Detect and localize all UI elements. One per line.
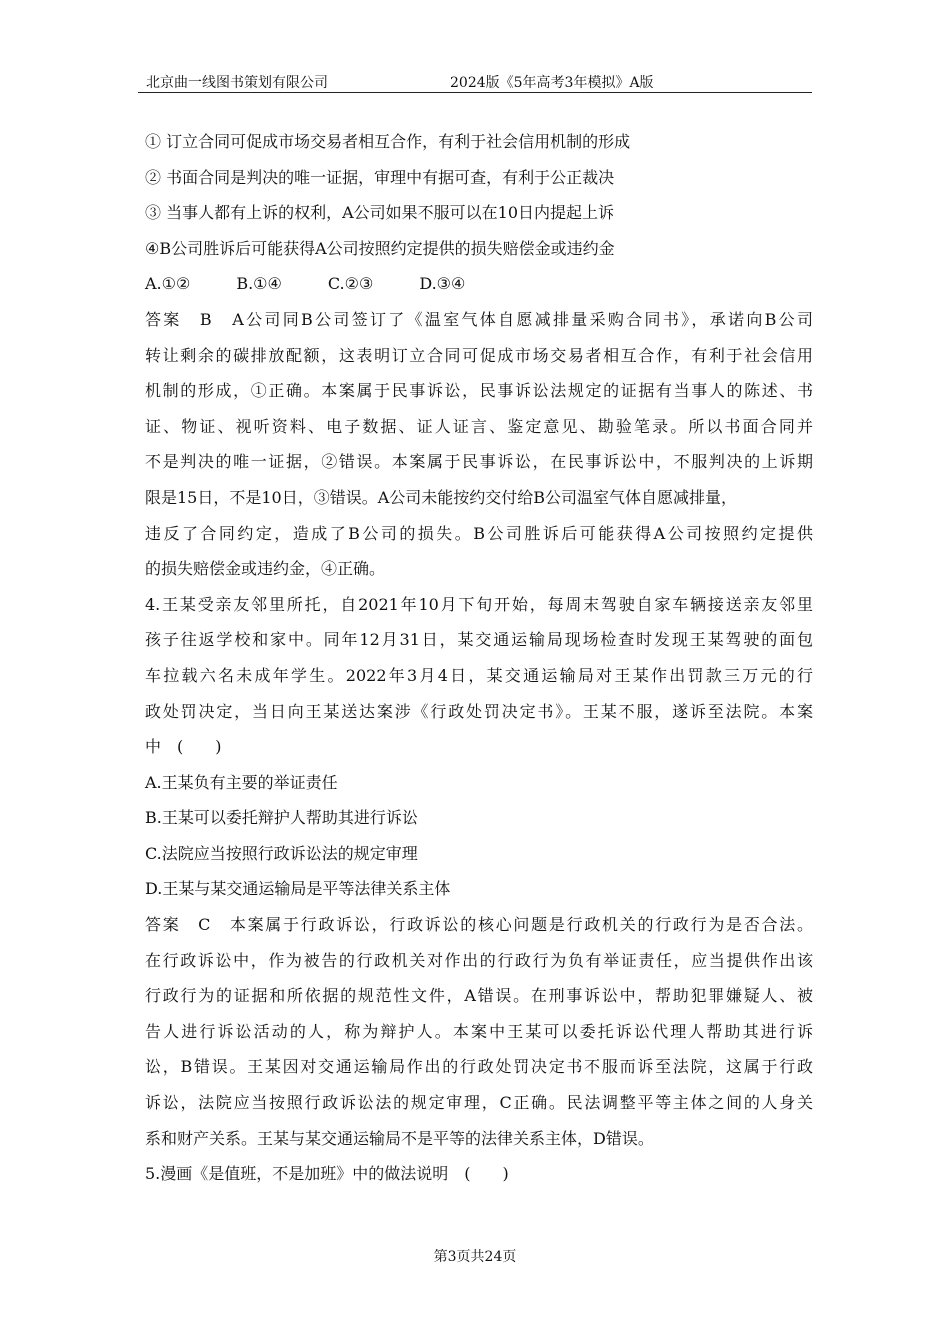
q4-option-a: A.王某负有主要的举证责任: [145, 772, 338, 792]
q3-option-b: B.①④: [236, 274, 282, 294]
q3-answer-line: 证、物证、视听资料、电子数据、证人证言、鉴定意见、勘验笔录。所以书面合同并: [145, 416, 813, 436]
q3-answer-line: 的损失赔偿金或违约金，④正确。: [145, 559, 386, 579]
q4-answer-line: 答案 C 本案属于行政诉讼，行政诉讼的核心问题是行政机关的行政行为是否合法。: [145, 915, 813, 935]
page-number: 第3页共24页: [433, 1249, 517, 1265]
q4-option-d: D.王某与某交通运输局是平等法律关系主体: [145, 879, 451, 899]
q4-stem-line: 孩子往返学校和家中。同年12月31日，某交通运输局现场检查时发现王某驾驶的面包: [145, 630, 813, 650]
q5-stem: 5.漫画《是值班，不是加班》中的做法说明 ( ): [145, 1164, 509, 1184]
q3-answer-line: 转让剩余的碳排放配额，这表明订立合同可促成市场交易者相互合作，有利于社会信用: [145, 345, 813, 365]
book-title: 2024版《5年高考3年模拟》A版: [450, 75, 654, 91]
q4-answer-line: 在行政诉讼中，作为被告的行政机关对作出的行政行为负有举证责任，应当提供作出该: [145, 950, 813, 970]
q3-option-a: A.①②: [145, 274, 191, 294]
q4-answer-line: 诉讼，法院应当按照行政诉讼法的规定审理，C正确。民法调整平等主体之间的人身关: [145, 1093, 813, 1113]
q4-answer-line: 行政行为的证据和所依据的规范性文件，A错误。在刑事诉讼中，帮助犯罪嫌疑人、被: [145, 986, 813, 1006]
q4-option-b: B.王某可以委托辩护人帮助其进行诉讼: [145, 808, 418, 828]
q3-option-c: C.②③: [327, 274, 374, 294]
q3-answer-line: 违反了合同约定，造成了B公司的损失。B公司胜诉后可能获得A公司按照约定提供: [145, 523, 813, 543]
page-header: [138, 70, 812, 93]
q3-item-3: ③ 当事人都有上诉的权利，A公司如果不服可以在10日内提起上诉: [145, 203, 615, 223]
q3-options: [145, 266, 813, 302]
q4-stem-line: 中 ( ): [145, 737, 222, 757]
q3-answer-line: 答案 B A公司同B公司签订了《温室气体自愿减排量采购合同书》，承诺向B公司: [145, 309, 813, 329]
q4-stem-line: 4.王某受亲友邻里所托，自2021年10月下旬开始，每周末驾驶自家车辆接送亲友邻里: [145, 594, 813, 614]
page-content: [145, 124, 813, 1192]
q4-answer-line: 讼，B错误。王某因对交通运输局作出的行政处罚决定书不服而诉至法院，这属于行政: [145, 1057, 813, 1077]
q4-option-c: C.法院应当按照行政诉讼法的规定审理: [145, 843, 418, 863]
q3-item-4: ④B公司胜诉后可能获得A公司按照约定提供的损失赔偿金或违约金: [145, 238, 615, 258]
q3-answer-line: 机制的形成，①正确。本案属于民事诉讼，民事诉讼法规定的证据有当事人的陈述、书: [145, 381, 813, 401]
q4-answer-line: 告人进行诉讼活动的人，称为辩护人。本案中王某可以委托诉讼代理人帮助其进行诉: [145, 1021, 813, 1041]
q4-stem-line: 车拉载六名未成年学生。2022年3月4日，某交通运输局对王某作出罚款三万元的行: [145, 665, 813, 685]
publisher-name: 北京曲一线图书策划有限公司: [146, 75, 328, 91]
q3-item-1: ① 订立合同可促成市场交易者相互合作，有利于社会信用机制的形成: [145, 132, 631, 151]
q3-option-d: D.③④: [419, 274, 466, 294]
q4-answer-line: 系和财产关系。王某与某交通运输局不是平等的法律关系主体，D错误。: [145, 1128, 654, 1148]
q3-answer-line: 限是15日，不是10日，③错误。A公司未能按约交付给B公司温室气体自愿减排量，: [145, 487, 738, 507]
q3-item-2: ② 书面合同是判决的唯一证据，审理中有据可查，有利于公正裁决: [145, 167, 615, 187]
q3-answer-line: 不是判决的唯一证据，②错误。本案属于民事诉讼，在民事诉讼中，不服判决的上诉期: [145, 452, 813, 472]
q4-stem-line: 政处罚决定，当日向王某送达案涉《行政处罚决定书》。王某不服，遂诉至法院。本案: [145, 701, 813, 721]
